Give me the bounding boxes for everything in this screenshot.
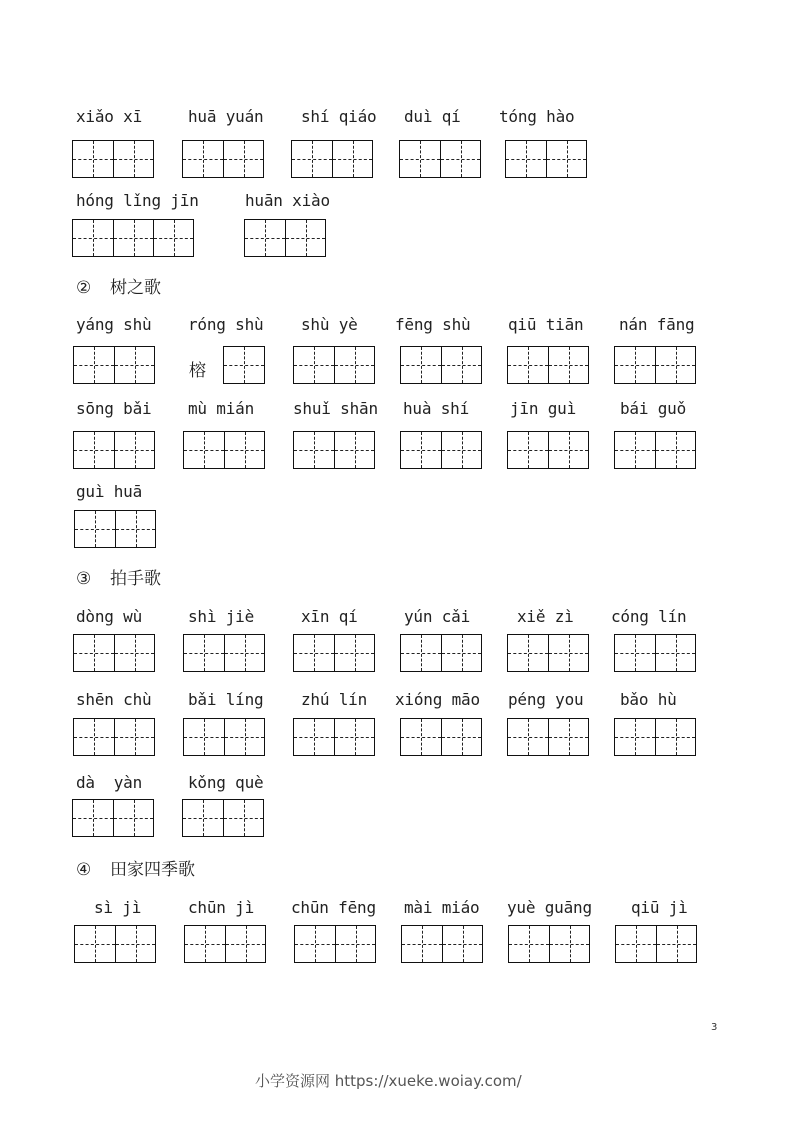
pinyin-label: fēng shù (395, 315, 471, 334)
pinyin-label: jīn guì (510, 399, 577, 418)
pinyin-label: shì jiè (188, 607, 255, 626)
pinyin-label: péng you (508, 690, 584, 709)
footer-watermark: 小学资源网 https://xueke.woiay.com/ (255, 1072, 522, 1090)
writing-grid[interactable] (72, 799, 154, 837)
writing-grid[interactable] (293, 718, 375, 756)
pinyin-label: shēn chù (76, 690, 152, 709)
writing-grid[interactable] (400, 718, 482, 756)
pinyin-label: huā yuán (188, 107, 264, 126)
pinyin-label: duì qí (404, 107, 461, 126)
writing-grid[interactable] (507, 346, 589, 384)
pinyin-label: yún cǎi (404, 607, 471, 626)
writing-grid[interactable] (182, 799, 264, 837)
writing-grid[interactable] (400, 634, 482, 672)
section-number: ③ (76, 569, 92, 589)
writing-grid[interactable] (73, 346, 155, 384)
writing-grid[interactable] (401, 925, 483, 963)
writing-grid[interactable] (74, 925, 156, 963)
writing-grid[interactable] (183, 634, 265, 672)
section-heading (76, 855, 195, 880)
pinyin-label: sì jì (94, 898, 142, 917)
writing-grid[interactable] (184, 925, 266, 963)
pinyin-label: xiǎo xī (76, 107, 143, 126)
pinyin-label: huān xiào (245, 191, 330, 210)
writing-grid[interactable] (508, 925, 590, 963)
section-title: 田家四季歌 (110, 860, 195, 880)
writing-grid[interactable] (399, 140, 481, 178)
pinyin-label: nán fāng (619, 315, 695, 334)
pinyin-label: shuǐ shān (293, 399, 378, 418)
writing-grid[interactable] (293, 431, 375, 469)
writing-grid[interactable] (507, 431, 589, 469)
page-number: 3 (711, 1022, 718, 1033)
writing-grid[interactable] (183, 718, 265, 756)
writing-grid[interactable] (73, 634, 155, 672)
pinyin-label: sōng bǎi (76, 399, 152, 418)
pinyin-label: xiě zì (517, 607, 574, 626)
writing-grid[interactable] (615, 925, 697, 963)
pinyin-label: shù yè (301, 315, 358, 334)
pinyin-label: mài miáo (404, 898, 480, 917)
pinyin-label: xióng māo (395, 690, 480, 709)
pinyin-label: róng shù (188, 315, 264, 334)
pinyin-label: bǎi líng (188, 690, 264, 709)
pinyin-label: bǎo hù (620, 690, 677, 709)
pinyin-label: dà yàn (76, 773, 143, 792)
writing-grid[interactable] (182, 140, 264, 178)
writing-grid[interactable] (400, 346, 482, 384)
writing-grid[interactable] (223, 346, 265, 384)
section-heading (76, 564, 161, 589)
section-title: 树之歌 (110, 278, 161, 298)
pinyin-label: cóng lín (611, 607, 687, 626)
pinyin-label: kǒng què (188, 773, 264, 792)
writing-grid[interactable] (74, 510, 156, 548)
writing-grid[interactable] (507, 718, 589, 756)
writing-grid[interactable] (72, 219, 194, 257)
pinyin-label: chūn fēng (291, 898, 376, 917)
writing-grid[interactable] (72, 140, 154, 178)
writing-grid[interactable] (614, 346, 696, 384)
section-heading (76, 273, 161, 298)
writing-grid[interactable] (293, 346, 375, 384)
pinyin-label: yáng shù (76, 315, 152, 334)
pinyin-label: dòng wù (76, 607, 143, 626)
pinyin-label: huà shí (403, 399, 470, 418)
pinyin-label: yuè guāng (507, 898, 592, 917)
writing-grid[interactable] (293, 634, 375, 672)
writing-grid[interactable] (291, 140, 373, 178)
writing-grid[interactable] (73, 718, 155, 756)
writing-grid[interactable] (294, 925, 376, 963)
pinyin-label: qiū jì (631, 898, 688, 917)
section-number: ④ (76, 860, 92, 880)
writing-grid[interactable] (505, 140, 587, 178)
pinyin-label: xīn qí (301, 607, 358, 626)
pinyin-label: zhú lín (301, 690, 368, 709)
pinyin-label: mù mián (188, 399, 255, 418)
writing-grid[interactable] (400, 431, 482, 469)
section-number: ② (76, 278, 92, 298)
pinyin-label: chūn jì (188, 898, 255, 917)
pinyin-label: tóng hào (499, 107, 575, 126)
pinyin-label: qiū tiān (508, 315, 584, 334)
writing-grid[interactable] (244, 219, 326, 257)
pinyin-label: guì huā (76, 482, 143, 501)
writing-grid[interactable] (73, 431, 155, 469)
pinyin-label: shí qiáo (301, 107, 377, 126)
pinyin-label: bái guǒ (620, 399, 687, 418)
writing-grid[interactable] (614, 634, 696, 672)
writing-grid[interactable] (614, 718, 696, 756)
section-title: 拍手歌 (110, 569, 161, 589)
writing-grid[interactable] (614, 431, 696, 469)
writing-grid[interactable] (183, 431, 265, 469)
pinyin-label: hóng lǐng jīn (76, 191, 199, 210)
given-character: 榕 (189, 361, 206, 381)
writing-grid[interactable] (507, 634, 589, 672)
